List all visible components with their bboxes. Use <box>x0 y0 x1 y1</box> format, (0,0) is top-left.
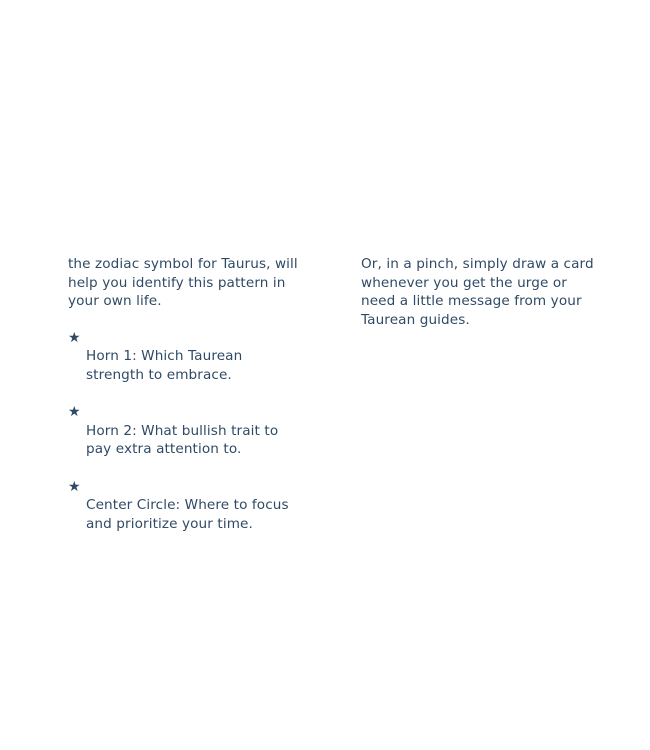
bullet-list <box>68 329 308 534</box>
star-icon: ★ <box>68 329 81 346</box>
intro-paragraph: the zodiac symbol for Taurus, will help you identify this pattern in your own life. <box>68 256 298 310</box>
bullet-text: Center Circle: Where to focus and prioritize your time. <box>86 497 289 532</box>
list-item <box>68 329 308 385</box>
star-icon: ★ <box>68 478 81 495</box>
bullet-text: Horn 2: What bullish trait to pay extra attention to. <box>86 422 279 458</box>
star-icon: ★ <box>68 404 81 421</box>
bullet-text: Horn 1: Which Taurean strength to embrace. <box>86 348 243 383</box>
right-paragraph: Or, in a pinch, simply draw a card whenever you get the urge or need a little message from your Taurean guides. <box>361 256 594 328</box>
list-item <box>68 478 308 534</box>
list-item <box>68 403 308 459</box>
left-column <box>68 255 308 552</box>
right-column <box>361 255 601 329</box>
